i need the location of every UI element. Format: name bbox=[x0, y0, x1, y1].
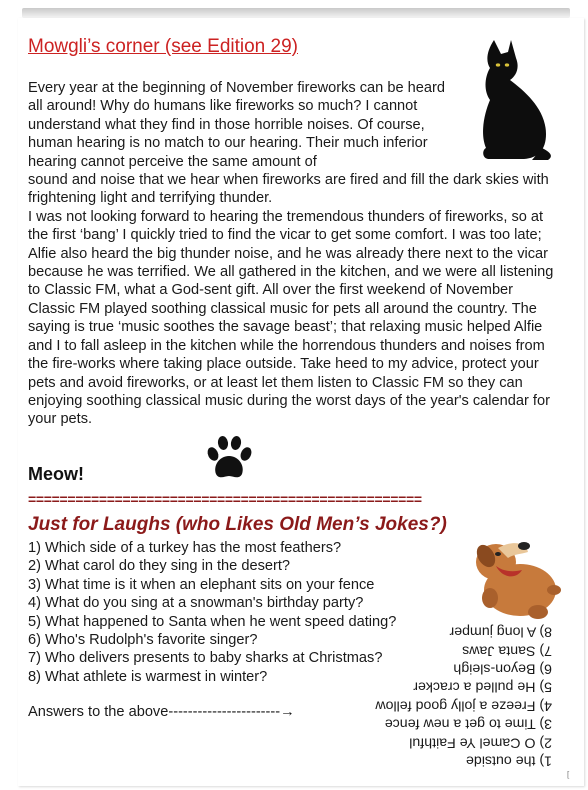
list-item: 8) What athlete is warmest in winter? bbox=[28, 668, 268, 685]
list-item: 8) A long jumper bbox=[449, 623, 552, 640]
signoff-meow: Meow! bbox=[28, 464, 84, 484]
list-item: 5) What happened to Santa when he went speed dating? bbox=[28, 613, 397, 630]
list-item: 1) the outside bbox=[466, 752, 552, 769]
article-paragraph-2: I was not looking forward to hearing the tremendous thunders of fireworks, so at the first ‘bang’ I quickly tried to find the vicar to get some comfort. I was too late; Alfie also heard the big thunder noise, and he was already there next to the vicar because he was terrified. We all gathered in the kitchen, and we were all listening to Classic FM, what a God-sent gift. All over the first weekend of November Classic FM played soothing classical music for pets all around the country. The saying is true ‘music soothes the savage beast’; that relaxing music helped Alfie and I to fall asleep in the kitchen while the horrendous thunders and noises from the fire-works where taking place outside. Take heed to my advice, protect your pets and avoid fireworks, or at least let them listen to Classic FM so they can enjoying soothing classical music during the worst days of the year's calendar for your pets. bbox=[28, 208, 554, 428]
paw-print-icon bbox=[205, 434, 253, 480]
article-body bbox=[28, 79, 562, 429]
list-item: 3) Time to get a new fence bbox=[384, 715, 552, 732]
answers-pointer-text: Answers to the above-----------------------→ bbox=[28, 704, 295, 720]
list-item: 2) O Camel Ye Faithful bbox=[409, 733, 552, 750]
list-item: 3) What time is it when an elephant sits on your fence bbox=[28, 576, 375, 593]
corner-bracket-mark: [ bbox=[567, 770, 570, 779]
list-item: 7) Santa Jaws bbox=[462, 641, 552, 658]
upside-down-answers-list bbox=[352, 622, 552, 769]
joke-questions-list bbox=[28, 539, 396, 686]
list-item: 4) What do you sing at a snowman's birthday party? bbox=[28, 595, 364, 612]
laughs-heading: Just for Laughs (who Likes Old Men’s Jokes?) bbox=[28, 514, 447, 535]
list-item: 4) Freeze a jolly good fellow bbox=[375, 697, 552, 714]
list-item: 6) Who's Rudolph's favorite singer? bbox=[28, 632, 258, 649]
list-item: 1) Which side of a turkey has the most feathers? bbox=[28, 540, 342, 556]
article-paragraph-1: Every year at the beginning of November fireworks can be heard all around! Why do humans like fireworks so much? I cannot understand what they find in those horrible noises. Of course, human hearing is no match to our hearing. Their much inferior hearing cannot perceive the same amount of bbox=[28, 80, 445, 170]
page-title: Mowgli’s corner (see Edition 29) bbox=[28, 36, 298, 57]
top-shadow-bar bbox=[22, 8, 570, 18]
list-item: 2) What carol do they sing in the desert? bbox=[28, 558, 291, 575]
section-divider: ================================================== bbox=[28, 492, 422, 506]
laughing-dog-icon bbox=[468, 532, 564, 624]
list-item: 6) Beyon-sleigh bbox=[453, 660, 552, 677]
article-paragraph-1-continued: sound and noise that we hear when fireworks are fired and fill the dark skies with frightening light and terrifying thunder. bbox=[28, 172, 549, 207]
list-item: 7) Who delivers presents to baby sharks at Christmas? bbox=[28, 650, 383, 667]
list-item: 5) He pulled a cracker bbox=[413, 678, 552, 695]
